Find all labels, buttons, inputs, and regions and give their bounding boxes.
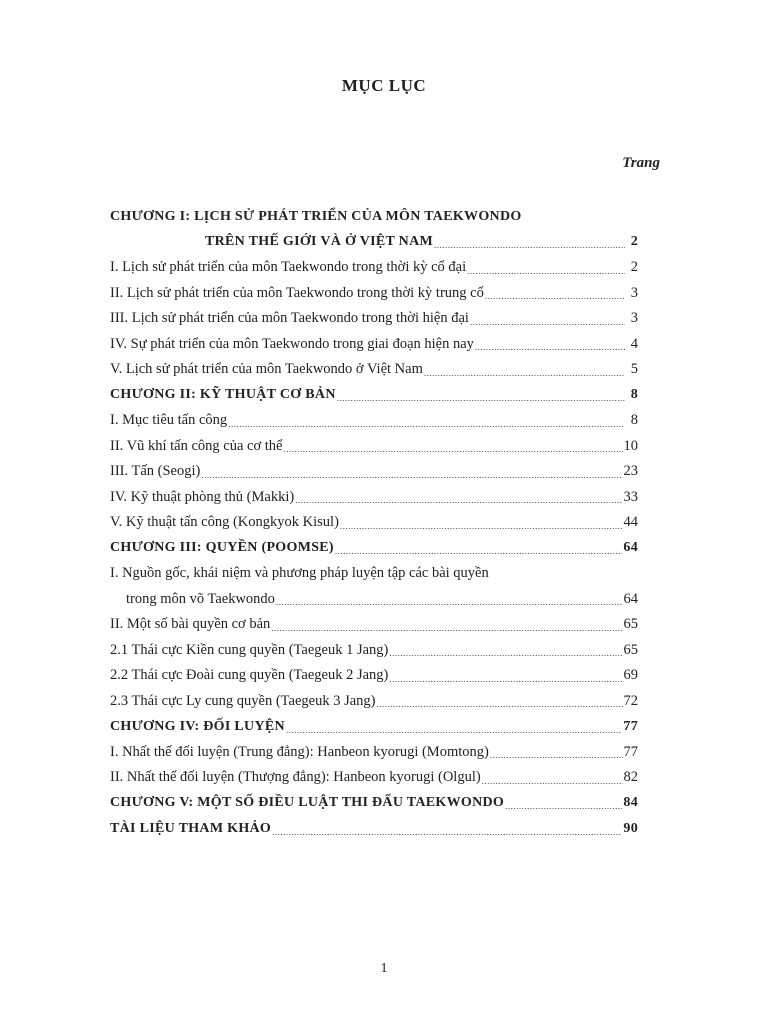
toc-entry[interactable] [110, 638, 638, 664]
toc-entry[interactable] [110, 663, 638, 689]
toc-entry-title: II. Vũ khí tấn công của cơ thể [110, 437, 283, 454]
dot-leader [490, 749, 623, 761]
toc-entry-title: V. Lịch sử phát triển của môn Taekwondo ở Việt Nam [110, 361, 423, 378]
toc-entry-title: CHƯƠNG V: MỘT SỐ ĐIỀU LUẬT THI ĐẤU TAEKWONDO [110, 795, 505, 811]
dot-leader [376, 698, 622, 710]
dot-leader [295, 494, 622, 506]
dot-leader [470, 316, 625, 328]
toc-entry-page: 72 [623, 692, 638, 709]
toc-entry-title: I. Lịch sử phát triển của môn Taekwondo trong thời kỳ cổ đại [110, 259, 467, 276]
toc-entry-title: IV. Sự phát triển của môn Taekwondo trong giai đoạn hiện nay [110, 335, 474, 352]
toc-chapter-entry[interactable] [110, 536, 638, 562]
dot-leader [485, 290, 625, 302]
toc-entry-title: V. Kỹ thuật tấn công (Kongkyok Kisul) [110, 514, 339, 531]
toc-entry[interactable] [110, 612, 638, 638]
toc-entry-title: I. Nguồn gốc, khái niệm và phương pháp luyện tập các bài quyền [110, 565, 489, 582]
dot-leader [467, 265, 625, 277]
toc-entry-title: CHƯƠNG III: QUYỀN (POOMSE) [110, 540, 334, 556]
toc-chapter-entry[interactable] [110, 714, 638, 740]
toc-entry-page: 82 [623, 769, 638, 786]
toc-entry[interactable] [110, 459, 638, 485]
dot-leader [482, 775, 623, 787]
toc-entry-title: 2.3 Thái cực Ly cung quyền (Taegeuk 3 Jang) [110, 692, 376, 709]
toc-entry-page: 77 [623, 718, 638, 734]
toc-entry-page: 23 [623, 463, 638, 480]
dot-leader [389, 673, 622, 685]
page-title: MỤC LỤC [341, 76, 427, 95]
toc-entry-title: II. Lịch sử phát triển của môn Taekwondo trong thời kỳ trung cổ [110, 284, 484, 301]
dot-leader [337, 392, 625, 404]
toc-entry-page: 8 [630, 412, 638, 429]
toc-entry-title: III. Tấn (Seogi) [110, 463, 201, 480]
table-of-contents [110, 204, 638, 842]
toc-entry-page: 3 [630, 284, 638, 301]
dot-leader [276, 596, 623, 608]
toc-entry-title: TÀI LIỆU THAM KHẢO [110, 820, 272, 836]
dot-leader [271, 622, 622, 634]
toc-chapter-entry[interactable] [110, 383, 638, 409]
toc-entry-title: CHƯƠNG II: KỸ THUẬT CƠ BẢN [110, 387, 336, 403]
dot-leader [434, 239, 625, 251]
toc-entry-page: 64 [623, 540, 638, 556]
toc-entry-page: 5 [630, 361, 638, 378]
toc-entry-page: 8 [630, 387, 638, 403]
toc-entry-page: 10 [623, 437, 638, 454]
toc-entry-page: 44 [623, 514, 638, 531]
dot-leader [340, 520, 623, 532]
toc-entry-page: 2 [630, 234, 638, 250]
toc-entry-title: I. Mục tiêu tấn công [110, 412, 228, 429]
toc-entry-page: 3 [630, 310, 638, 327]
toc-entry[interactable] [110, 408, 638, 434]
toc-entry-page: 69 [623, 667, 638, 684]
toc-entry-page: 33 [623, 488, 638, 505]
toc-entry-title: II. Một số bài quyền cơ bản [110, 616, 271, 633]
dot-leader [389, 647, 622, 659]
toc-chapter-entry[interactable] [110, 791, 638, 817]
toc-entry[interactable] [110, 357, 638, 383]
toc-entry-title: 2.1 Thái cực Kiền cung quyền (Taegeuk 1 Jang) [110, 641, 389, 658]
toc-entry-page: 2 [630, 259, 638, 276]
toc-entry-page: 84 [623, 795, 638, 811]
toc-entry-title: 2.2 Thái cực Đoài cung quyền (Taegeuk 2 Jang) [110, 667, 389, 684]
dot-leader [505, 800, 622, 812]
dot-leader [424, 367, 625, 379]
toc-entry-title: trong môn võ Taekwondo [126, 590, 275, 607]
dot-leader [284, 443, 623, 455]
toc-entry[interactable] [110, 434, 638, 460]
toc-entry-title: IV. Kỹ thuật phòng thủ (Makki) [110, 488, 295, 505]
toc-entry[interactable] [110, 765, 638, 791]
toc-entry[interactable] [110, 587, 638, 613]
toc-entry-title: CHƯƠNG I: LỊCH SỬ PHÁT TRIỂN CỦA MÔN TAEKWONDO [110, 208, 522, 224]
toc-entry-title: II. Nhất thế đối luyện (Thượng đẳng): Hanbeon kyorugi (Olgul) [110, 769, 481, 786]
toc-entry-title: III. Lịch sử phát triển của môn Taekwondo trong thời hiện đại [110, 310, 469, 327]
toc-entry-page: 90 [623, 820, 638, 836]
toc-entry-page: 65 [623, 616, 638, 633]
toc-entry-title: TRÊN THẾ GIỚI VÀ Ở VIỆT NAM [205, 234, 434, 250]
toc-entry-title: CHƯƠNG IV: ĐỐI LUYỆN [110, 718, 285, 734]
dot-leader [201, 469, 622, 481]
toc-entry-page: 77 [623, 743, 638, 760]
toc-entry[interactable] [110, 510, 638, 536]
toc-chapter-entry[interactable] [110, 816, 638, 842]
toc-entry[interactable] [110, 281, 638, 307]
toc-entry[interactable] [110, 306, 638, 332]
dot-leader [228, 418, 625, 430]
page-column-label: Trang [622, 155, 660, 171]
toc-entry[interactable] [110, 255, 638, 281]
toc-entry[interactable] [110, 740, 638, 766]
toc-entry-page: 4 [630, 335, 638, 352]
toc-entry[interactable] [110, 689, 638, 715]
toc-entry-title: I. Nhất thế đối luyện (Trung đẳng): Hanbeon kyorugi (Momtong) [110, 743, 489, 760]
toc-chapter-entry[interactable] [110, 204, 638, 230]
toc-entry[interactable] [110, 561, 638, 587]
toc-entry-page: 64 [623, 590, 638, 607]
toc-chapter-entry[interactable] [110, 230, 638, 256]
dot-leader [272, 826, 622, 838]
page-number: 1 [380, 961, 388, 976]
toc-entry-page: 65 [623, 641, 638, 658]
dot-leader [475, 341, 625, 353]
dot-leader [335, 545, 623, 557]
toc-entry[interactable] [110, 332, 638, 358]
toc-entry[interactable] [110, 485, 638, 511]
dot-leader [286, 724, 622, 736]
